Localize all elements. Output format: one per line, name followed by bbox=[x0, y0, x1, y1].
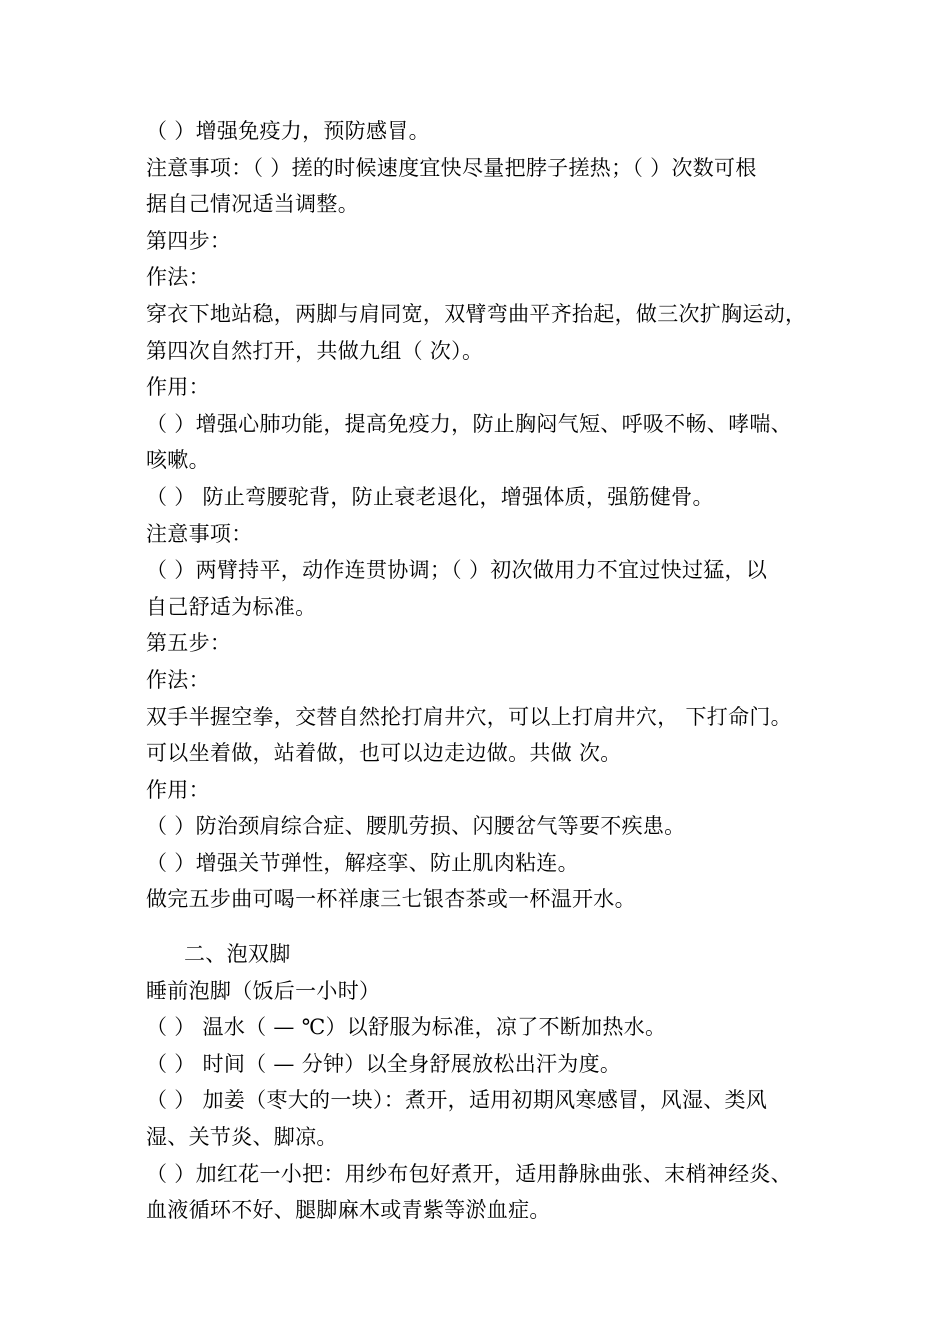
text-line: 可以坐着做，站着做，也可以边走边做。共做 次。 bbox=[146, 741, 622, 766]
text-line: 穿衣下地站稳，两脚与肩同宽，双臂弯曲平齐抬起，做三次扩胸运动， bbox=[146, 301, 807, 326]
text-line: （ ）防治颈肩综合症、腰肌劳损、闪腰岔气等要不疾患。 bbox=[146, 814, 686, 839]
text-line: （ ）加红花一小把：用纱布包好煮开，适用静脉曲张、末梢神经炎、 bbox=[146, 1161, 792, 1186]
method-label: 作法： bbox=[146, 667, 210, 692]
notes-label: 注意事项： bbox=[146, 521, 253, 546]
step-five-heading: 第五步： bbox=[146, 631, 232, 656]
method-label: 作法： bbox=[146, 265, 210, 290]
document-body bbox=[146, 113, 814, 1229]
text-line: 湿、关节炎、脚凉。 bbox=[146, 1125, 338, 1150]
effect-label: 作用： bbox=[146, 777, 210, 802]
text-line: （ ） 防止弯腰驼背，防止衰老退化，增强体质，强筋健骨。 bbox=[146, 484, 714, 509]
text-line: 做完五步曲可喝一杯祥康三七银杏茶或一杯温开水。 bbox=[146, 887, 636, 912]
text-line: 咳嗽。 bbox=[146, 448, 210, 473]
text-line: 血液循环不好、腿脚麻木或青紫等淤血症。 bbox=[146, 1198, 551, 1223]
text-line: 双手半握空拳，交替自然抡打肩井穴，可以上打肩井穴， 下打命门。 bbox=[146, 704, 792, 729]
text-line: 自己舒适为标准。 bbox=[146, 594, 317, 619]
step-four-heading: 第四步： bbox=[146, 228, 232, 253]
text-line: （ ）两臂持平，动作连贯协调；（ ）初次做用力不宜过快过猛，以 bbox=[146, 558, 768, 583]
text-line: 注意事项：（ ）搓的时候速度宜快尽量把脖子搓热；（ ）次数可根 bbox=[146, 155, 757, 180]
effect-label: 作用： bbox=[146, 375, 210, 400]
text-line: （ ）增强心肺功能，提高免疫力，防止胸闷气短、呼吸不畅、哮喘、 bbox=[146, 411, 792, 436]
text-line: （ ）增强关节弹性，解痉挛、防止肌肉粘连。 bbox=[146, 850, 579, 875]
text-line: 第四次自然打开，共做九组（ 次）。 bbox=[146, 338, 484, 363]
text-line: （ ）增强免疫力，预防感冒。 bbox=[146, 119, 430, 143]
text-line: 据自己情况适当调整。 bbox=[146, 192, 359, 217]
text-line: 睡前泡脚（饭后一小时） bbox=[146, 978, 381, 1003]
section-heading-foot-soak: 二、泡双脚 bbox=[184, 942, 291, 967]
text-line: （ ） 加姜（枣大的一块）：煮开，适用初期风寒感冒，风湿、类风 bbox=[146, 1088, 768, 1113]
text-line: （ ） 温水（ — ℃）以舒服为标准，凉了不断加热水。 bbox=[146, 1015, 667, 1040]
section-spacer bbox=[146, 918, 814, 936]
text-line: （ ） 时间（ — 分钟）以全身舒展放松出汗为度。 bbox=[146, 1051, 622, 1076]
